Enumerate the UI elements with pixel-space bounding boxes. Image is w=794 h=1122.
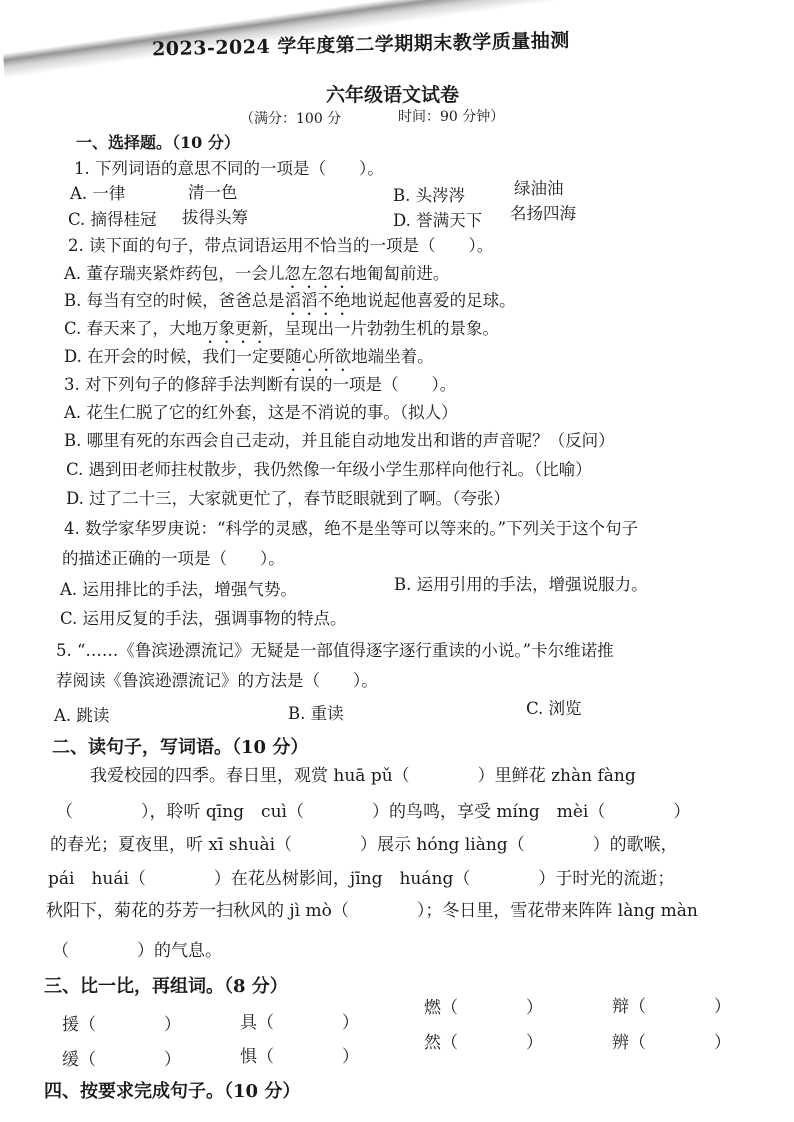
q1-option-a1: A. 一律 [70, 184, 126, 203]
exam-subtitle: 六年级语文试卷 [326, 84, 460, 106]
q3-option-b: B. 哪里有死的东西会自己走动，并且能自动地发出和谐的声音呢？（反问） [64, 431, 615, 450]
section-2-heading: 二、读句子，写词语。（10 分） [52, 737, 309, 758]
q3-option-a: A. 花生仁脱了它的红外套，这是不消说的事。（拟人） [64, 403, 458, 422]
q5-option-c: C. 浏览 [526, 699, 582, 718]
q5-stem-line1: 5. “……《鲁滨逊漂流记》无疑是一部值得逐字逐行重读的小说。”卡尔维诺推 [56, 641, 614, 660]
q3-option-c: C. 遇到田老师拄杖散步，我仍然像一年级小学生那样向他行礼。（比喻） [66, 460, 592, 479]
q3-option-d: D. 过了二十三，大家就更忙了，春节眨眼就到了啊。（夸张） [66, 489, 510, 508]
q1-stem: 1. 下列词语的意思不同的一项是（ ）。 [74, 159, 384, 178]
s3-r1-item-4: 辩（ ） [612, 997, 731, 1017]
q2-c-dotted-word: 万象更新 [202, 319, 269, 338]
full-score: （满分：100 分 [240, 111, 342, 127]
q4-option-a: A. 运用排比的手法，增强气势。 [60, 580, 297, 599]
q1-option-b2: 绿油油 [514, 179, 564, 198]
q1-option-d2: 名扬四海 [510, 204, 576, 223]
section-4-heading: 四、按要求完成句子。（10 分） [44, 1081, 301, 1102]
q5-stem-line2: 荐阅读《鲁滨逊漂流记》的方法是（ ）。 [56, 671, 378, 690]
s2-line-2: （ ），聆听 qīng cuì（ ）的鸟鸣，享受 míng mèi（ ） [56, 802, 691, 822]
q4-option-c: C. 运用反复的手法，强调事物的特点。 [60, 609, 347, 628]
q5-option-a: A. 跳读 [54, 706, 110, 725]
q4-stem-line1: 4. 数学家华罗庚说：“科学的灵感，绝不是坐等可以等来的。”下列关于这个句子 [64, 519, 639, 538]
s3-r2-item-2: 惧（ ） [240, 1047, 359, 1067]
q4-option-b: B. 运用引用的手法，增强说服力。 [394, 575, 648, 594]
q2-option-a: A. 董存瑞夹紧炸药包，一会儿忽左忽右地匍匐前进。 [64, 264, 450, 283]
s2-line-5: 秋阳下，菊花的芬芳一扫秋风的 jì mò（ ）；冬日里，雪花带来阵阵 làng màn [46, 901, 698, 921]
q4-stem-line2: 的描述正确的一项是（ ）。 [62, 549, 285, 568]
s3-r1-item-3: 燃（ ） [424, 998, 543, 1018]
s3-r1-item-1: 援（ ） [62, 1015, 181, 1035]
q1-option-c2: 拔得头筹 [182, 208, 248, 227]
q2-d-dotted-word: 随心所欲 [285, 347, 352, 366]
q2-stem: 2. 读下面的句子，带点词语运用不恰当的一项是（ ）。 [68, 236, 494, 255]
q1-option-d1: D. 誉满天下 [393, 211, 483, 230]
q1-option-a2: 清一色 [188, 183, 238, 202]
s2-line-6: （ ）的气息。 [52, 941, 222, 961]
q2-option-b: B. 每当有空的时候，爸爸总是滔滔不绝地说起他喜爱的足球。 [64, 291, 516, 310]
q2-a-dotted-word: 忽左忽右 [284, 264, 351, 283]
s3-r2-item-4: 辨（ ） [612, 1033, 731, 1053]
q3-stem: 3. 对下列句子的修辞手法判断有误的一项是（ ）。 [64, 375, 457, 394]
q2-option-c: C. 春天来了，大地万象更新，呈现出一片勃勃生机的景象。 [64, 319, 500, 338]
s2-line-3: 的春光；夏夜里，听 xī shuài（ ）展示 hóng liàng（ ）的歌喉， [50, 835, 678, 855]
q1-option-c1: C. 摘得桂冠 [68, 210, 157, 229]
s3-r2-item-1: 缓（ ） [62, 1050, 181, 1070]
q1-option-b1: B. 头涔涔 [393, 186, 466, 205]
section-3-heading: 三、比一比，再组词。（8 分） [44, 976, 288, 997]
s3-r1-item-2: 具（ ） [240, 1013, 359, 1033]
exam-title: 2023-2024 学年度第二学期期末教学质量抽测 [151, 29, 570, 61]
q2-b-dotted-word: 滔滔不绝 [284, 291, 351, 310]
s2-line-1: 我爱校园的四季。春日里，观赏 huā pǔ（ ）里鲜花 zhàn fàng [90, 766, 636, 786]
s3-r2-item-3: 然（ ） [424, 1033, 543, 1053]
exam-time: 时间：90 分钟） [398, 109, 505, 125]
section-1-heading: 一、选择题。（10 分） [76, 133, 240, 152]
q5-option-b: B. 重读 [288, 704, 344, 723]
q2-option-d: D. 在开会的时候，我们一定要随心所欲地端坐着。 [64, 347, 434, 366]
s2-line-4: pái huái（ ）在花丛树影间，jīng huáng（ ）于时光的流逝； [48, 869, 675, 889]
